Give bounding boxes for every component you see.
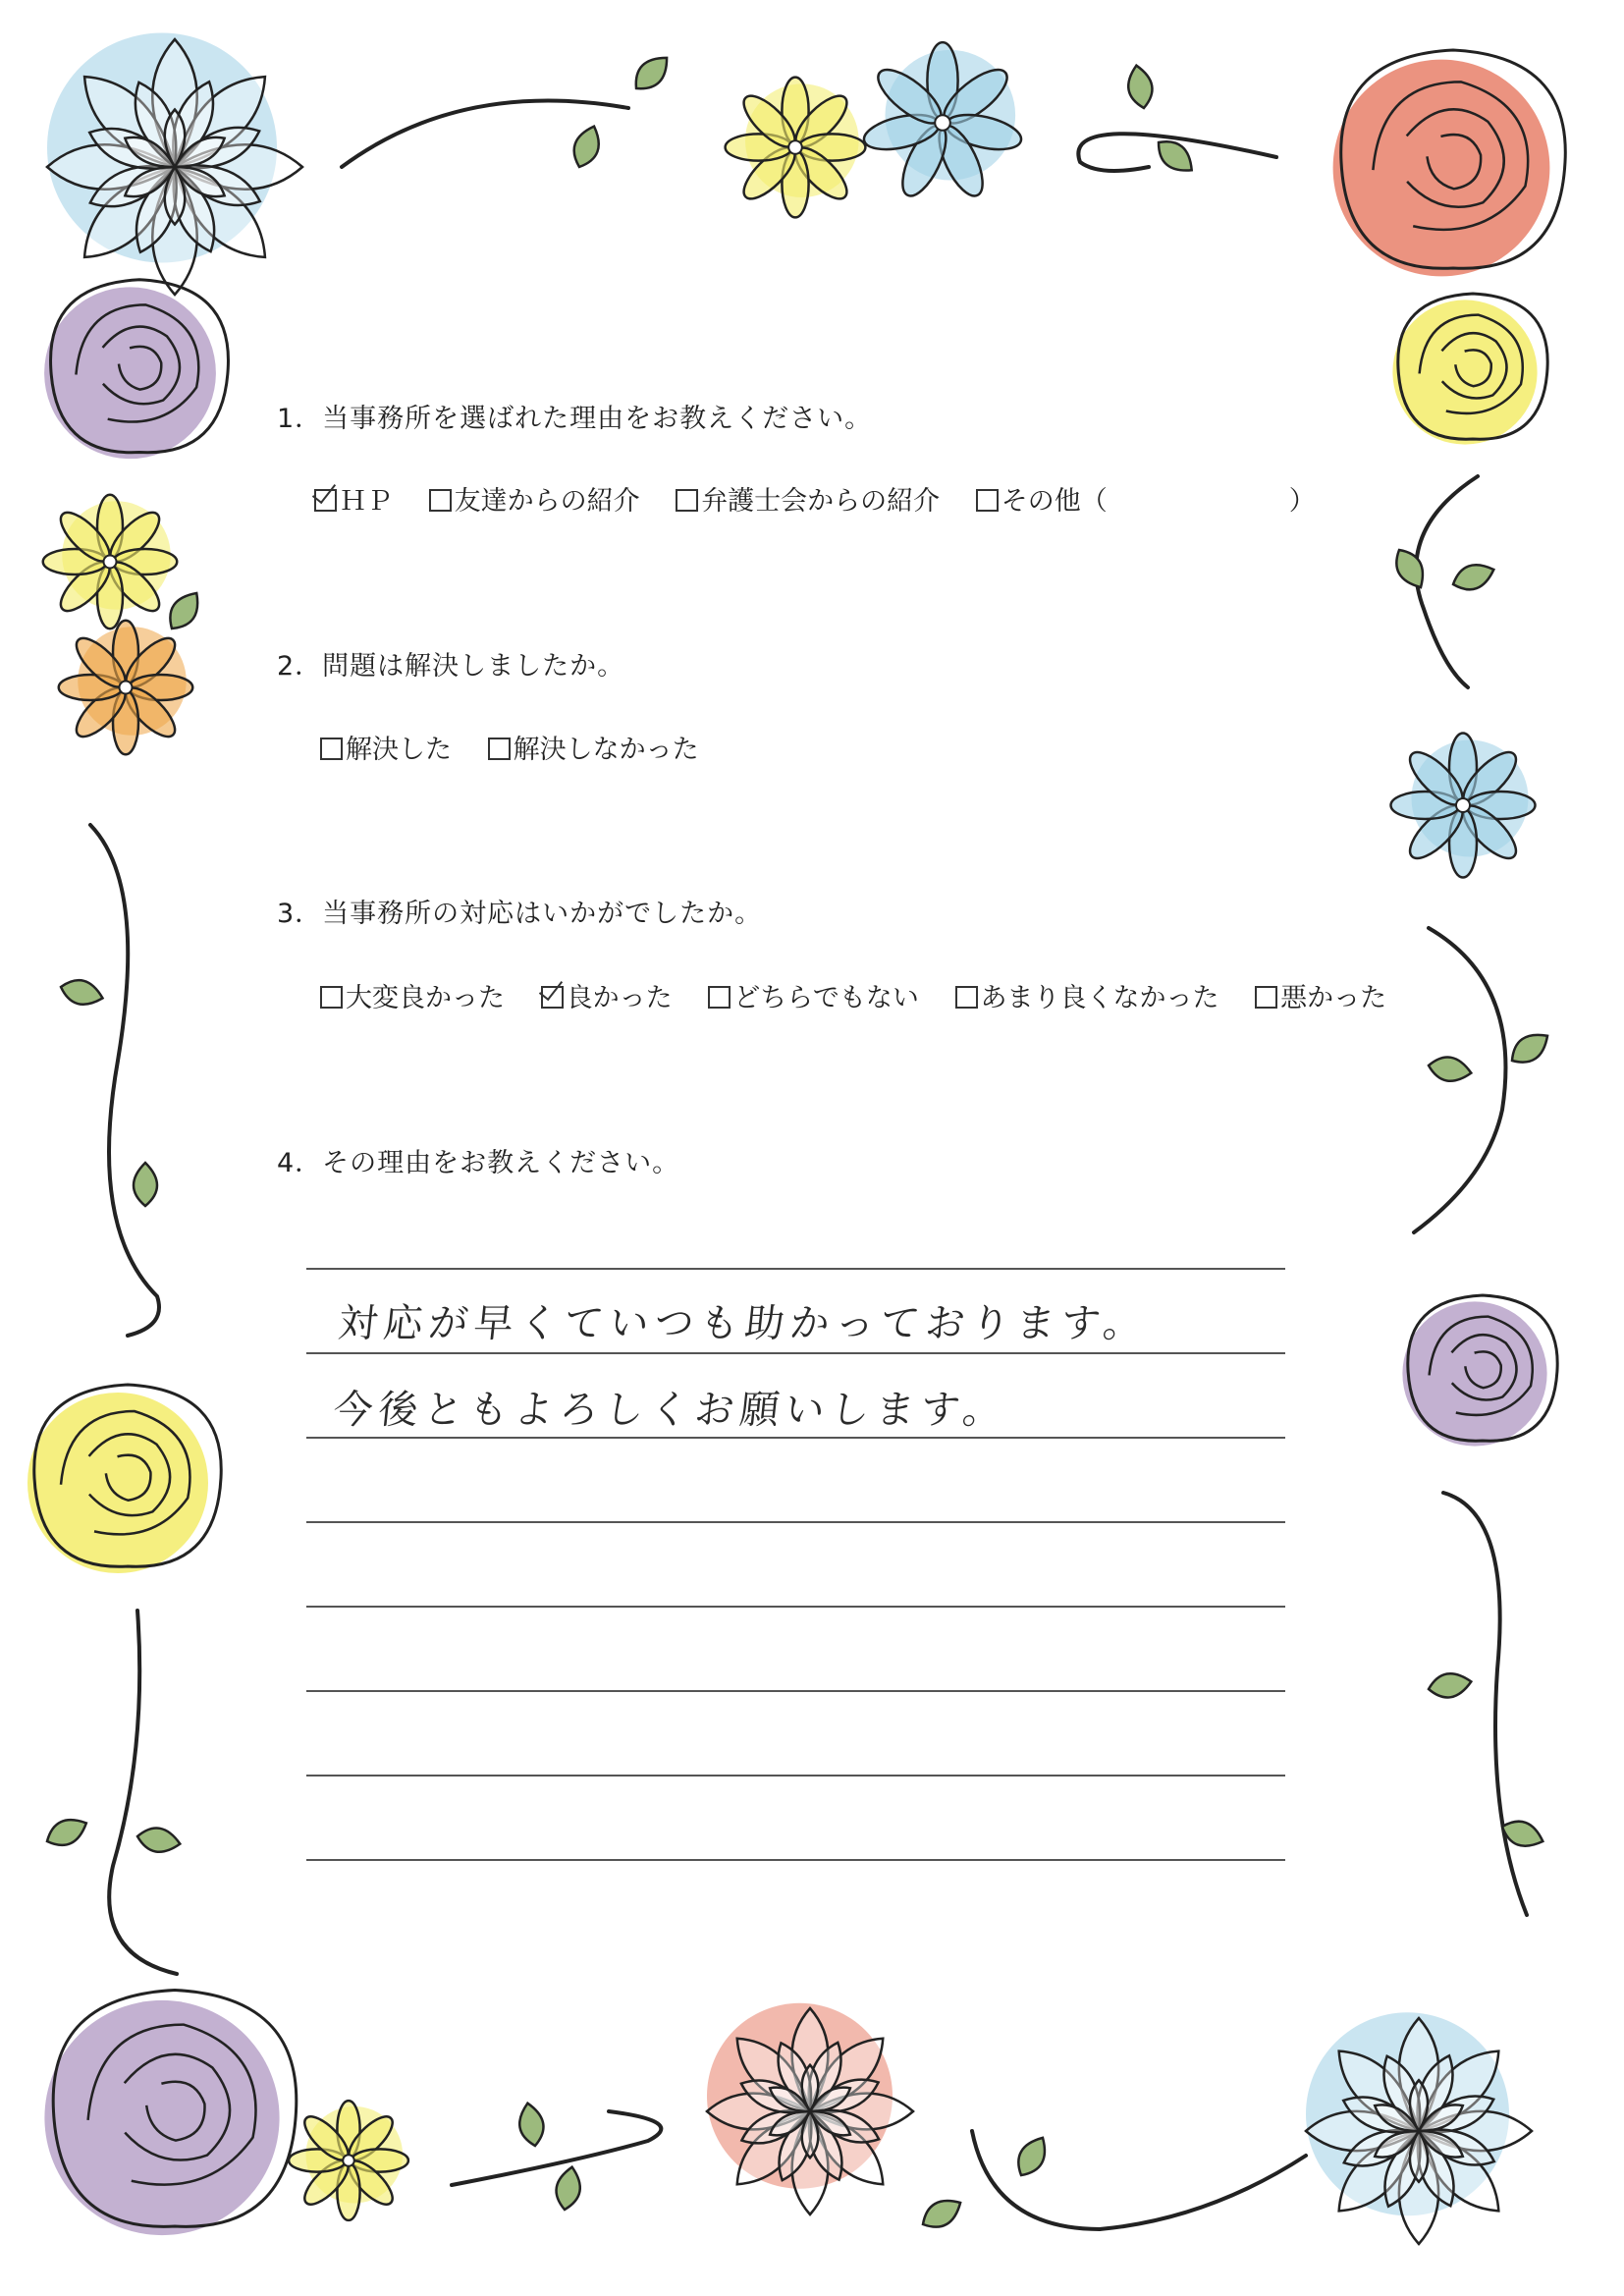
option-bar-association-referral[interactable]: 弁護士会からの紹介 [676,479,940,518]
checkbox-icon[interactable] [541,986,564,1009]
question-1-options [314,479,1343,518]
red-succulent-icon [707,2003,913,2214]
leaf-icon [1427,1054,1473,1084]
option-not-so-good[interactable]: あまり良くなかった [955,976,1219,1014]
option-other[interactable]: その他（ ） [976,479,1316,518]
handwritten-answer-line-2: 今後ともよろしくお願いします。 [331,1388,1010,1433]
question-3-label: 3．当事務所の対応はいかがでしたか。 [277,899,763,929]
yellow-rose-icon [1392,294,1547,445]
purple-rose-icon [44,280,228,459]
leaf-icon [134,1163,157,1206]
leaf-icon [1011,2132,1054,2181]
option-friend-referral[interactable]: 友達からの紹介 [429,479,640,518]
answer-line [306,1268,1285,1270]
question-2-label: 2．問題は解決しましたか。 [277,651,625,682]
option-neutral[interactable]: どちらでもない [708,976,919,1014]
checkbox-icon[interactable] [676,489,698,512]
blue-flower-icon [861,42,1025,201]
yellow-rose-icon [27,1385,221,1573]
option-hp[interactable]: ＨＰ [314,479,393,518]
vine-icon [452,2111,661,2185]
red-rose-icon [1333,50,1566,276]
checkbox-icon[interactable] [976,489,999,512]
yellow-flower-icon [289,2101,408,2220]
purple-rose-icon [1402,1295,1557,1447]
option-resolved[interactable]: 解決した [320,728,452,766]
checkbox-icon[interactable] [314,489,337,512]
handwritten-answer-line-1: 対応が早くていつも助かっております。 [336,1301,1151,1346]
checkbox-icon[interactable] [955,986,978,1009]
checkbox-icon[interactable] [1255,986,1277,1009]
leaf-icon [1125,64,1156,110]
leaf-icon [553,2165,583,2212]
checkbox-icon[interactable] [488,738,511,760]
vine-icon [972,2131,1306,2229]
yellow-flower-icon [726,78,866,218]
option-not-resolved[interactable]: 解決しなかった [488,728,699,766]
question-4-label: 4．その理由をお教えください。 [277,1148,680,1178]
question-1-label: 1．当事務所を選ばれた理由をお教えください。 [277,404,873,434]
checkbox-icon[interactable] [708,986,731,1009]
leaf-icon [58,975,106,1010]
option-very-good[interactable]: 大変良かった [320,976,505,1014]
leaf-icon [1427,1670,1473,1701]
answer-line [306,1690,1285,1692]
vine-icon [90,825,159,1336]
question-2-options [320,728,727,766]
option-good[interactable]: 良かった [541,976,673,1014]
answer-line [306,1606,1285,1608]
vine-icon [109,1611,177,1974]
yellow-flower-icon [43,495,178,629]
vine-icon [1443,1493,1527,1915]
leaf-icon [516,2102,547,2148]
leaf-icon [917,2193,966,2235]
answer-line [306,1352,1285,1354]
blue-flower-icon [1391,734,1536,878]
purple-rose-icon [44,1991,296,2236]
leaf-icon [1505,1026,1554,1070]
leaf-icon [42,1813,91,1852]
leaf-icon [628,49,676,96]
checkbox-icon[interactable] [320,738,343,760]
option-bad[interactable]: 悪かった [1255,976,1386,1014]
blue-succulent-icon [47,33,302,296]
answer-line [306,1775,1285,1777]
checkbox-icon[interactable] [320,986,343,1009]
answer-line [306,1521,1285,1523]
leaf-icon [1389,544,1432,593]
answer-line [306,1859,1285,1861]
orange-flower-icon [59,621,193,755]
leaf-icon [162,586,206,635]
leaf-icon [568,123,606,172]
checkbox-icon[interactable] [429,489,452,512]
blue-succulent-icon [1306,2012,1532,2244]
leaf-icon [135,1825,182,1855]
answer-line [306,1437,1285,1439]
leaf-icon [1449,559,1498,596]
question-3-options [320,976,1386,1014]
